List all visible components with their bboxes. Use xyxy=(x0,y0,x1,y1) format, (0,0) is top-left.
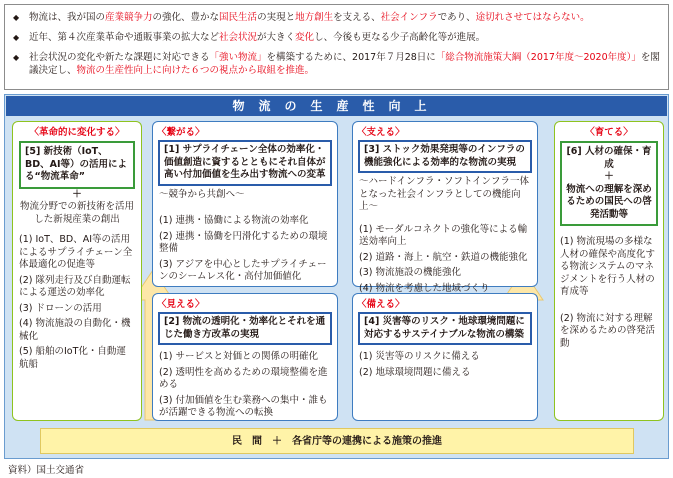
diamond-icon: ◆ xyxy=(13,33,20,42)
highlight-text: 地方創生 xyxy=(295,12,334,23)
list-item: (2) 物流に対する理解を深めるための啓発活動 xyxy=(560,312,656,349)
theme-sub: 〜ハードインフラ・ソフトインフラ一体となった社会インフラとしての機能向上〜 xyxy=(359,176,530,212)
highlight-text: 変化 xyxy=(295,32,315,43)
highlight-text: 国民生活 xyxy=(219,12,258,23)
col-items xyxy=(159,215,331,284)
col-items xyxy=(560,236,658,350)
theme-text xyxy=(565,146,653,171)
plus-sign: ＋ xyxy=(72,188,82,200)
highlight-text: 「強い物流」 xyxy=(209,52,267,63)
col-header: 〈支える〉 xyxy=(357,127,405,138)
list-item: (2) 道路・海上・航空・鉄道の機能強化 xyxy=(359,251,528,263)
page-title: 物流の生産性向上 xyxy=(6,96,667,116)
list-item: (3) 物流施設の機能強化 xyxy=(359,267,461,278)
col-items xyxy=(159,351,331,420)
col-header: 〈革命的に変化する〉 xyxy=(29,127,125,138)
list-item: (5) 船舶のIoT化・自動運航船 xyxy=(19,346,126,370)
theme-number: [4] xyxy=(364,316,380,327)
theme-number: [1] xyxy=(164,144,180,155)
list-item: (1) 災害等のリスクに備える xyxy=(359,351,480,362)
list-item: (1) モーダルコネクトの強化等による輸送効率向上 xyxy=(359,223,528,247)
list-item: (1) IoT、BD、AI等の活用によるサプライチェーン全体最適化の促進等 xyxy=(19,234,133,270)
list-item: (1) 連携・協働による物流の効率化 xyxy=(159,215,309,226)
plain-text: の強化、豊かな xyxy=(152,12,220,23)
col-items xyxy=(19,234,135,371)
list-item: (2) 連携・協働を円滑化するための環境整備 xyxy=(159,230,328,254)
list-item: (3) アジアを中心としたサプライチェーンのシームレス化・高付加価値化 xyxy=(159,258,327,282)
theme-number: [2] xyxy=(164,316,180,327)
theme-text xyxy=(364,316,526,341)
list-item: (3) ドローンの活用 xyxy=(19,302,102,314)
list-item: (1) 物流現場の多様な人材の確保や高度化する物流システムのマネジメントを行う人材の育成等 xyxy=(560,236,656,297)
highlight-text: 物流の生産性向上に向けた６つの視点から取組を推進。 xyxy=(76,65,315,76)
theme-box-6 xyxy=(560,141,658,226)
list-item: (3) 付加価値を生む業務への集中・誰もが活躍できる物流への転換 xyxy=(159,394,328,418)
theme-title-2: 物流への理解を深めるための国民への啓発活動等 xyxy=(566,183,652,220)
col-sasaeru xyxy=(352,121,538,294)
col-tsunagaru xyxy=(152,121,338,287)
plain-text: を構築するために、2017年７月28日に xyxy=(266,52,436,63)
col-items xyxy=(359,351,531,379)
theme-title: 人材の確保・育成 xyxy=(585,146,652,170)
plain-text: を閣議決定し、 xyxy=(29,52,660,76)
theme-number: [6] xyxy=(566,146,582,157)
theme-number: [5] xyxy=(25,146,41,157)
plain-text: の実現と xyxy=(257,12,296,23)
theme-text xyxy=(364,144,526,169)
source-note: 資料）国土交通省 xyxy=(8,465,85,476)
theme-box-2 xyxy=(158,312,332,345)
theme-box-5 xyxy=(19,141,135,189)
col-header: 〈繋がる〉 xyxy=(157,127,205,138)
highlight-text: 社会状況 xyxy=(219,32,258,43)
plain-text: を支える、 xyxy=(333,12,381,23)
list-item: (2) 隊列走行及び自動運転による運送の効率化 xyxy=(19,274,131,298)
col-mieru xyxy=(152,293,338,421)
theme-title: サプライチェーン全体の効率化・価値創造に資するとともにそれ自体が高い付加価値を生み出す物流への変革 xyxy=(164,144,326,180)
list-item: (4) 物流を考慮した地域づくり xyxy=(359,282,490,294)
plain-text: し、今後も更なる少子高齢化等が進展。 xyxy=(314,32,486,43)
diamond-icon: ◆ xyxy=(13,53,20,62)
list-item: (2) 透明性を高めるための環境整備を進める xyxy=(159,366,328,390)
list-item: (4) 物流施設の自動化・機械化 xyxy=(19,318,131,342)
list-item: (1) サービスと対価との関係の明確化 xyxy=(159,351,318,362)
theme-text xyxy=(25,146,129,184)
plain-text: が大きく xyxy=(257,32,296,43)
col-sodateru xyxy=(554,121,664,421)
theme-text xyxy=(164,316,326,341)
col-items xyxy=(359,224,531,296)
highlight-text: 途切れさせてはならない。 xyxy=(475,12,590,23)
theme-title: ストック効果発現等のインフラの機能強化による効率的な物流の実現 xyxy=(364,144,525,168)
plus-sign: ＋ xyxy=(604,171,614,182)
theme-title: 災害等のリスク・地球環境問題に対応するサステイナブルな物流の構築 xyxy=(364,316,525,340)
plain-text: 社会状況の変化や新たな課題に対応できる xyxy=(29,52,210,63)
theme-number: [3] xyxy=(364,144,380,155)
theme-text xyxy=(164,144,326,182)
plain-text: であり、 xyxy=(437,12,476,23)
diamond-icon: ◆ xyxy=(13,13,20,22)
col-header: 〈育てる〉 xyxy=(585,127,633,138)
highlight-text: 産業競争力 xyxy=(105,12,153,23)
plain-text: 近年、第４次産業革命や通販事業の拡大など xyxy=(29,32,220,43)
col-revolution xyxy=(12,121,142,421)
col-sonaeru xyxy=(352,293,538,421)
bottom-banner: 民 間 ＋ 各省庁等の連携による施策の推進 xyxy=(40,428,634,454)
theme-box-1 xyxy=(158,140,332,186)
theme-title: 物流の透明化・効率化とそれを通じた働き方改革の実現 xyxy=(164,316,326,340)
list-item: (2) 地球環境問題に備える xyxy=(359,366,471,378)
theme-box-4 xyxy=(358,312,532,345)
theme-box-3 xyxy=(358,140,532,173)
theme-sub: 〜競争から共創へ〜 xyxy=(159,188,245,200)
highlight-text: 社会インフラ xyxy=(380,12,438,23)
plain-text: 物流は、我が国の xyxy=(29,12,106,23)
theme-title: 新技術（IoT、BD、AI等）の活用による“物流革命” xyxy=(25,146,128,182)
highlight-text: 「総合物流施策大綱（2017年度〜2020年度）」 xyxy=(435,52,641,63)
col-header: 〈備える〉 xyxy=(357,299,405,310)
theme-sub: 物流分野での新技術を活用した新規産業の創出 xyxy=(19,201,134,225)
col-header: 〈見える〉 xyxy=(157,299,205,310)
